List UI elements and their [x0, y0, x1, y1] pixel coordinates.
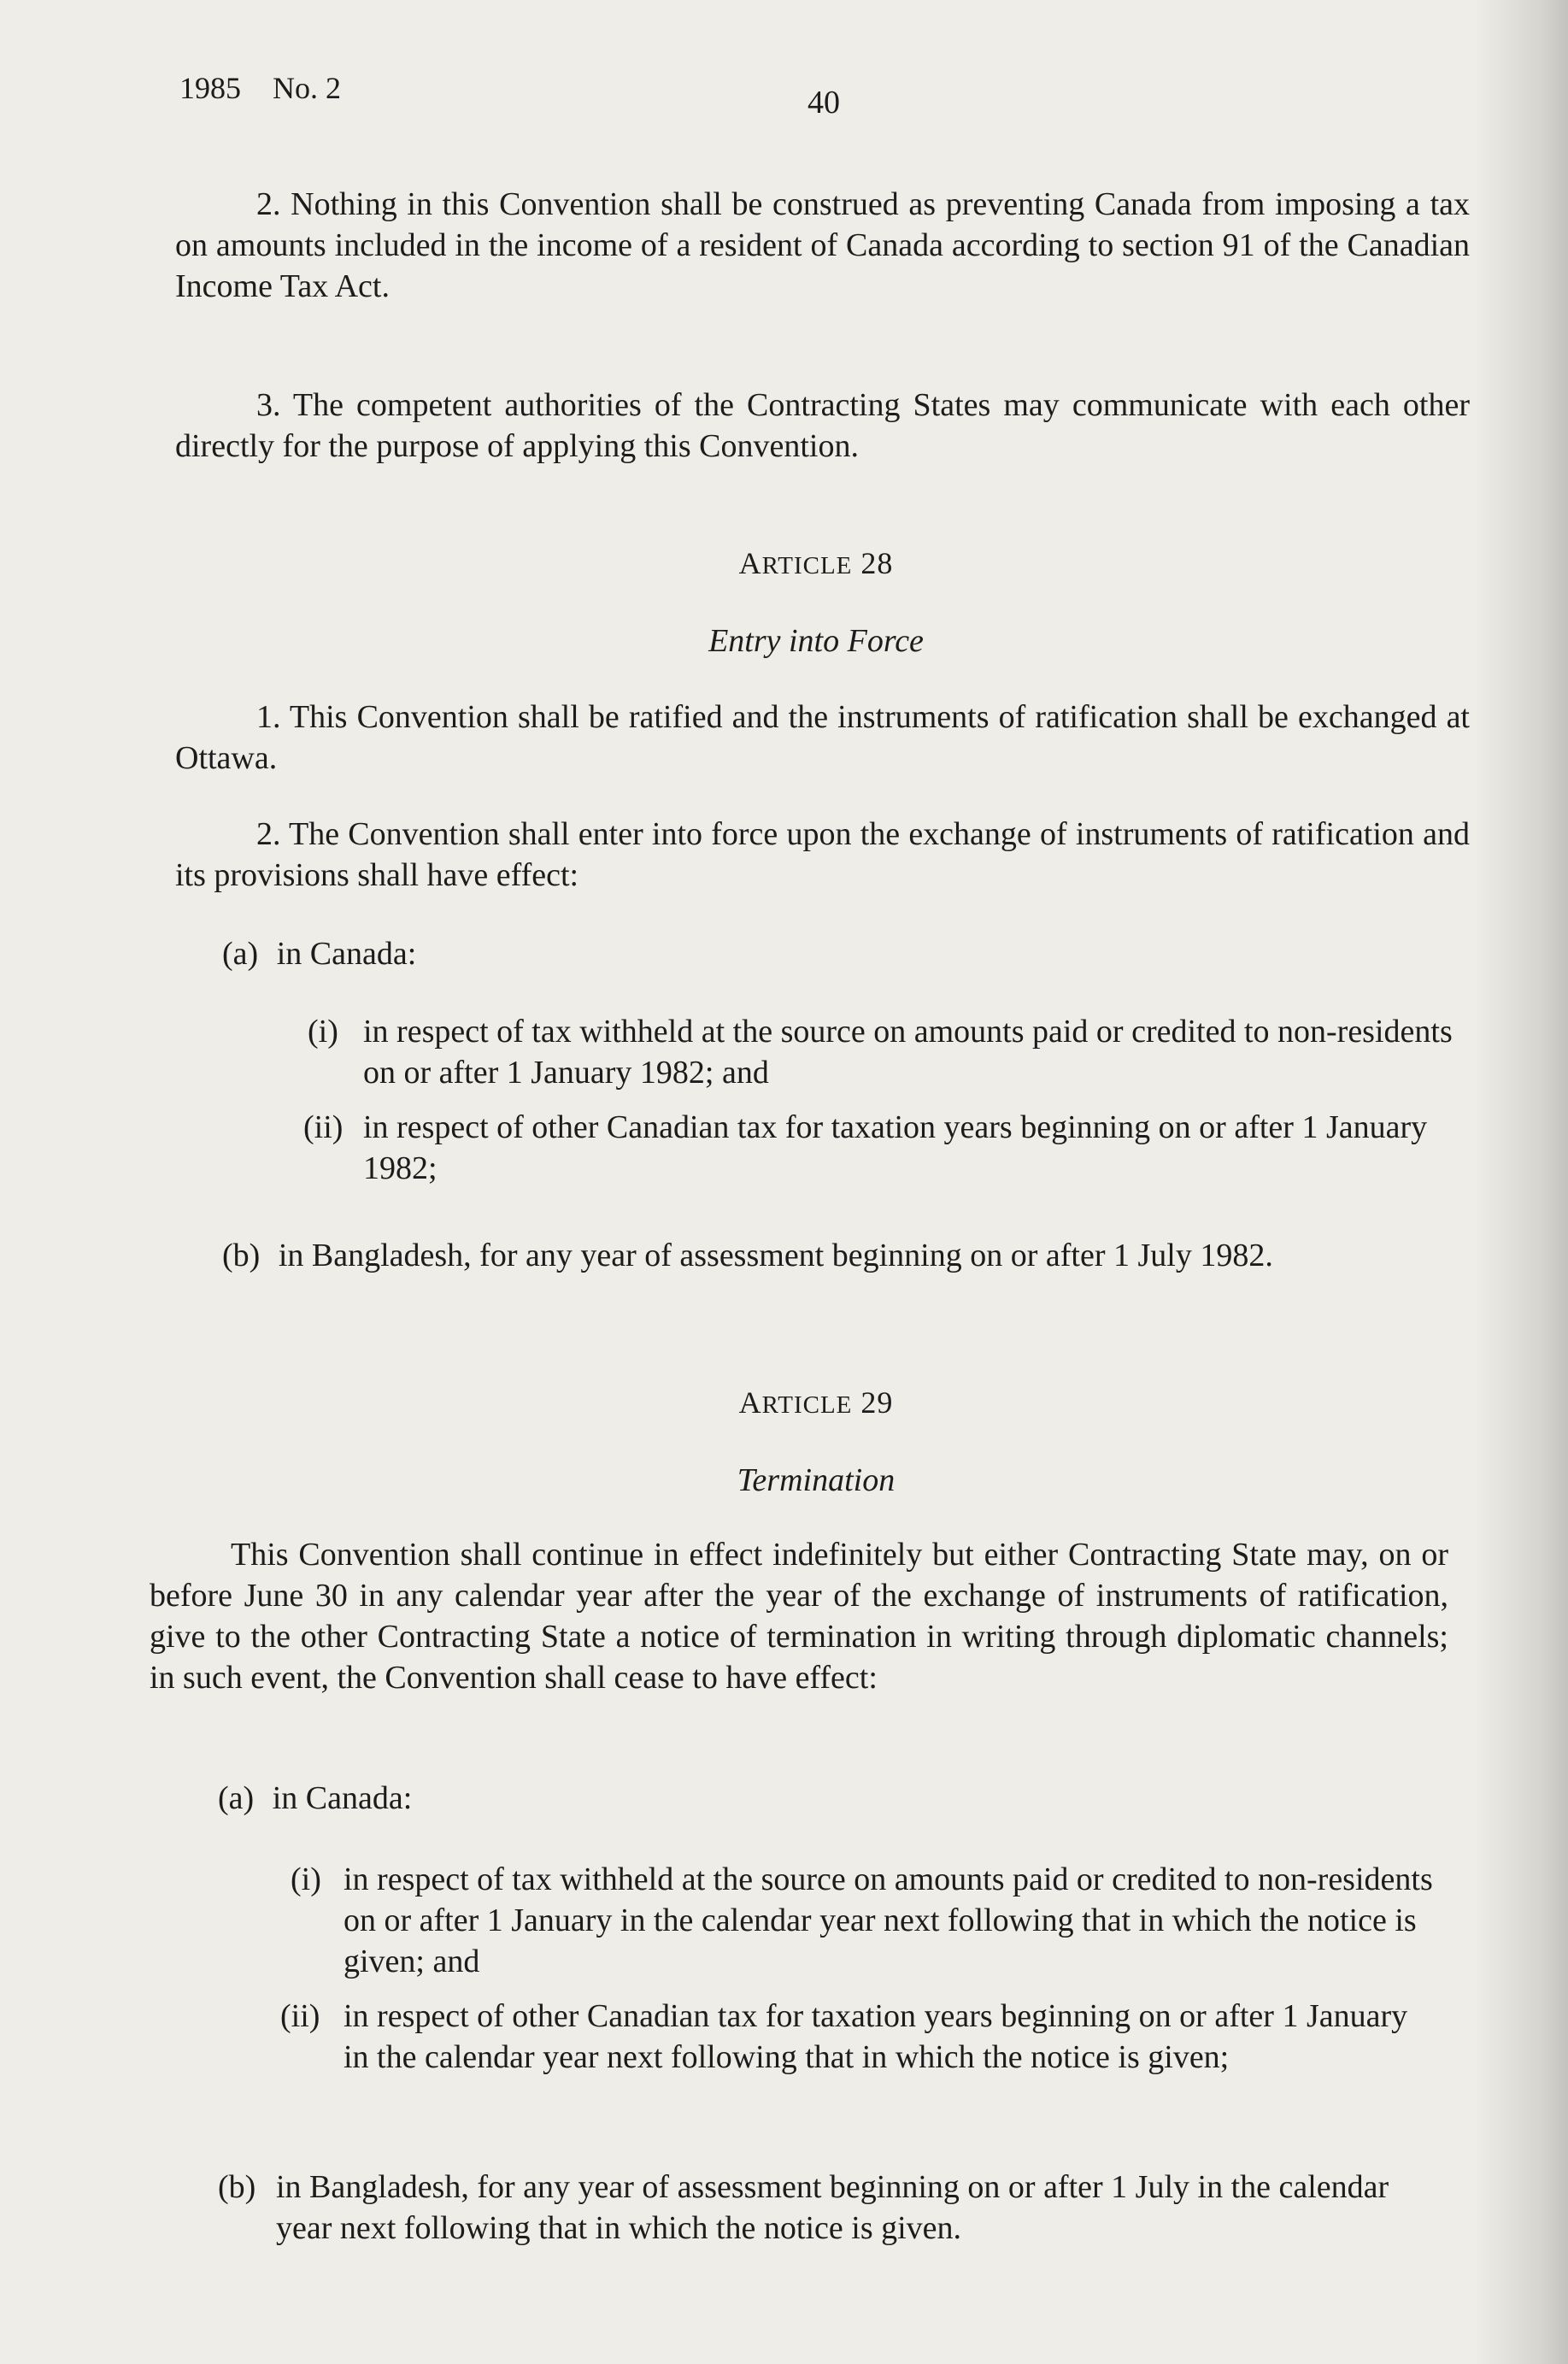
- list-item-28-a-ii: [303, 1107, 1457, 1189]
- page-edge-shadow: [1474, 0, 1568, 2364]
- item-label: (b): [218, 2169, 256, 2205]
- item-text: in respect of other Canadian tax for taxation years beginning on or after 1 January 1982;: [363, 1109, 1428, 1186]
- list-item-28-a: [222, 933, 1418, 974]
- article-29-title: Termination: [737, 1462, 896, 1498]
- article-29-heading-initial: A: [738, 1385, 762, 1420]
- item-label: (a): [218, 1780, 255, 1816]
- item-text: in Bangladesh, for any year of assessment beginning on or after 1 July in the calendar year next following that in which the notice is given.: [276, 2169, 1389, 2246]
- article-28-heading-rest: RTICLE: [761, 552, 853, 579]
- list-item-29-a: [218, 1778, 1414, 1819]
- item-label: (a): [222, 936, 259, 972]
- article-29-number: 29: [860, 1385, 894, 1420]
- paragraph-28-2: 2. The Convention shall enter into force upon the exchange of instruments of ratification and its provisions shall have effect:: [175, 816, 1470, 893]
- paragraph-27-2: 2. Nothing in this Convention shall be construed as preventing Canada from imposing a tax on amounts included in the income of a resident of Canada according to section 91 of the Canadian Income Tax Act.: [175, 186, 1470, 304]
- item-label: (i): [308, 1014, 338, 1050]
- paragraph-29: This Convention shall continue in effect indefinitely but either Contracting State may, on or before June 30 in any calendar year after the year of the exchange of instruments of ratification, give to the other Contracting State a notice of termination in writing through diplomatic channels; in such event, the Convention shall cease to have effect:: [150, 1537, 1448, 1696]
- article-29-heading: [0, 1385, 1568, 1420]
- item-text: in Bangladesh, for any year of assessment beginning on or after 1 July 1982.: [278, 1238, 1273, 1273]
- article-29-heading-rest: RTICLE: [761, 1391, 853, 1419]
- item-label: (ii): [303, 1109, 344, 1145]
- list-item-29-b: [218, 2167, 1431, 2249]
- list-item-28-a-i: [308, 1011, 1457, 1093]
- item-label: (b): [222, 1238, 261, 1273]
- article-28-title: Entry into Force: [708, 623, 924, 659]
- item-text: in respect of other Canadian tax for taxation years beginning on or after 1 January in the calendar year next following that in which the notice is given;: [344, 1998, 1408, 2075]
- article-28-heading-initial: A: [738, 546, 762, 580]
- item-text: in Canada:: [276, 936, 417, 972]
- paragraph-28-1: 1. This Convention shall be ratified and the instruments of ratification shall be exchanged at Ottawa.: [175, 699, 1470, 776]
- article-28-heading: [0, 545, 1568, 581]
- header-issue: No. 2: [273, 71, 341, 105]
- running-header: [179, 70, 365, 106]
- list-item-28-b: [222, 1235, 1470, 1276]
- item-label: (ii): [280, 1998, 320, 2034]
- item-label: (i): [291, 1861, 321, 1897]
- item-text: in respect of tax withheld at the source on amounts paid or credited to non-residents on or after 1 January in the calendar year next following that in which the notice is given; and: [344, 1861, 1433, 1979]
- paragraph-27-3: 3. The competent authorities of the Contracting States may communicate with each other directly for the purpose of applying this Convention.: [175, 387, 1470, 464]
- header-year: 1985: [179, 71, 241, 105]
- list-item-29-a-ii: [280, 1996, 1436, 2078]
- item-text: in respect of tax withheld at the source on amounts paid or credited to non-residents on or after 1 January 1982; and: [363, 1014, 1453, 1091]
- article-28-number: 28: [860, 546, 894, 580]
- list-item-29-a-i: [291, 1859, 1436, 1982]
- page-number: 40: [807, 85, 840, 121]
- item-text: in Canada:: [272, 1780, 413, 1816]
